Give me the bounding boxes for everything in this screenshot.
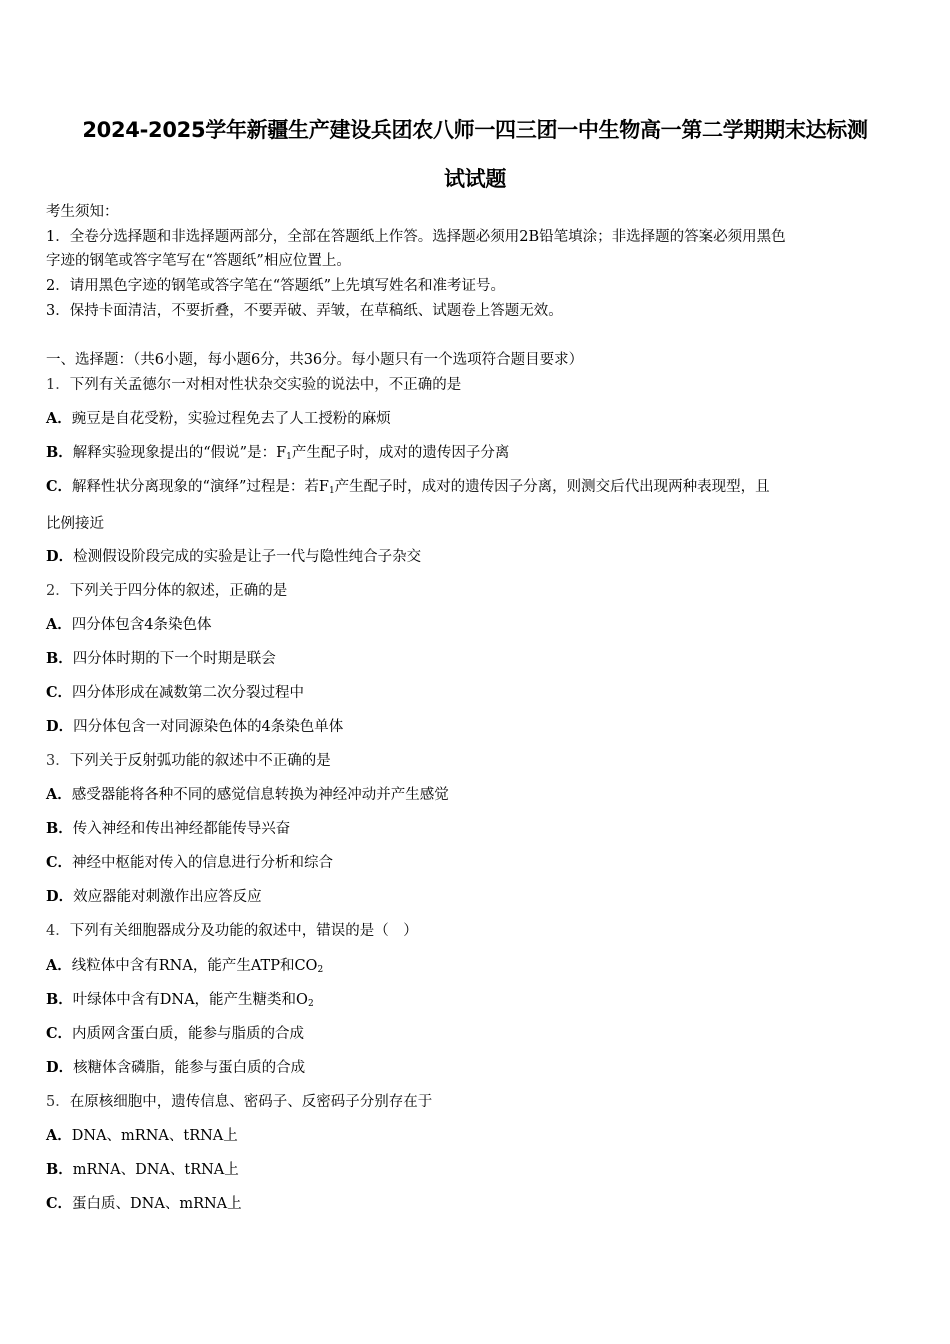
option-text: 核糖体含磷脂，能参与蛋白质的合成	[73, 1060, 306, 1076]
option-text-cont: 产生配子时，成对的遗传因子分离	[291, 445, 510, 461]
option-text: 四分体时期的下一个时期是联会	[72, 651, 276, 667]
question-3-stem	[46, 751, 906, 771]
notice-item-1: 1．全卷分选择题和非选择题两部分，全部在答题纸上作答。选择题必须用2B铅笔填涂；非选择题的答案必须用黑色	[46, 229, 786, 245]
question-1-stem	[46, 375, 906, 395]
question-2-stem	[46, 581, 906, 601]
subscript: 2	[307, 999, 314, 1009]
option-text: DNA、mRNA、tRNA上	[71, 1128, 238, 1144]
option-text: 线粒体中含有RNA，能产生ATP和CO	[71, 958, 318, 974]
question-text: 下列有关细胞器成分及功能的叙述中，错误的是（ ）	[69, 923, 418, 939]
notice-heading: 考生须知：	[46, 204, 119, 220]
notice-item-3: 3．保持卡面清洁，不要折叠，不要弄破、弄皱，在草稿纸、试题卷上答题无效。	[46, 303, 563, 319]
exam-title-line2: 试试题	[443, 167, 507, 191]
option-label: C．	[46, 478, 73, 495]
question-4-option-c	[46, 1024, 906, 1044]
question-text: 下列关于反射弧功能的叙述中不正确的是	[69, 753, 331, 769]
question-text: 下列关于四分体的叙述，正确的是	[69, 583, 288, 599]
question-4-option-d	[46, 1058, 906, 1078]
option-text: 解释性状分离现象的“演绎”过程是：若F	[72, 479, 329, 495]
option-label: D．	[46, 718, 74, 735]
option-text: 神经中枢能对传入的信息进行分析和综合	[72, 855, 334, 871]
question-number: 2．	[46, 583, 70, 599]
question-1-option-b	[46, 443, 906, 467]
option-text-cont: 产生配子时，成对的遗传因子分离，则测交后代出现两种表现型，且	[334, 479, 770, 495]
question-number: 1．	[46, 377, 70, 393]
option-label: D．	[46, 888, 74, 905]
option-text: 蛋白质、DNA、mRNA上	[72, 1196, 242, 1212]
question-1-option-d	[46, 547, 906, 567]
question-2-option-d	[46, 717, 906, 737]
subscript: 1	[286, 452, 292, 462]
question-3-option-d	[46, 887, 906, 907]
option-label: B．	[46, 444, 73, 461]
option-text: 豌豆是自花受粉，实验过程免去了人工授粉的麻烦	[71, 411, 391, 427]
option-label: C．	[46, 854, 73, 871]
section-heading: 一、选择题：（共6小题，每小题6分，共36分。每小题只有一个选项符合题目要求）	[46, 352, 584, 368]
option-text: 传入神经和传出神经都能传导兴奋	[72, 821, 291, 837]
option-text: 四分体包含一对同源染色体的4条染色单体	[73, 719, 344, 735]
question-5-option-c	[46, 1194, 906, 1214]
option-text: mRNA、DNA、tRNA上	[72, 1162, 239, 1178]
question-1-option-c-cont: 比例接近	[46, 516, 104, 532]
option-label: A．	[46, 410, 72, 427]
question-1-option-a	[46, 409, 906, 429]
question-text: 下列有关孟德尔一对相对性状杂交实验的说法中，不正确的是	[69, 377, 462, 393]
question-3-option-a	[46, 785, 906, 805]
option-label: A．	[46, 616, 72, 633]
question-number: 5．	[46, 1094, 70, 1110]
notice-item-2: 2．请用黑色字迹的钢笔或答字笔在“答题纸”上先填写姓名和准考证号。	[46, 278, 506, 294]
exam-title-line1: 2024-2025学年新疆生产建设兵团农八师一四三团一中生物高一第二学期期末达标测	[82, 118, 868, 142]
question-5-option-a	[46, 1126, 906, 1146]
question-3-option-c	[46, 853, 906, 873]
option-label: B．	[46, 650, 73, 667]
question-4-option-b	[46, 990, 906, 1014]
option-label: A．	[46, 786, 72, 803]
option-label: C．	[46, 1025, 73, 1042]
subscript: 2	[317, 965, 324, 975]
option-text: 四分体包含4条染色体	[71, 617, 212, 633]
option-text: 内质网含蛋白质，能参与脂质的合成	[72, 1026, 305, 1042]
question-2-option-c	[46, 683, 906, 703]
option-label: C．	[46, 684, 73, 701]
option-text: 叶绿体中含有DNA，能产生糖类和O	[72, 992, 308, 1008]
question-text: 在原核细胞中，遗传信息、密码子、反密码子分别存在于	[69, 1094, 433, 1110]
option-label: B．	[46, 991, 73, 1008]
option-text: 效应器能对刺激作出应答反应	[73, 889, 262, 905]
notice-item-1-cont: 字迹的钢笔或答字笔写在“答题纸”相应位置上。	[46, 253, 351, 269]
question-number: 3．	[46, 753, 70, 769]
question-5-option-b	[46, 1160, 906, 1180]
option-label: B．	[46, 1161, 73, 1178]
option-label: B．	[46, 820, 73, 837]
option-label: D．	[46, 548, 74, 565]
option-label: A．	[46, 1127, 72, 1144]
question-number: 4．	[46, 923, 70, 939]
option-label: C．	[46, 1195, 73, 1212]
question-5-stem	[46, 1092, 906, 1112]
question-3-option-b	[46, 819, 906, 839]
question-1-option-c	[46, 477, 906, 501]
option-text: 解释实验现象提出的“假说”是：F	[72, 445, 287, 461]
question-4-option-a	[46, 956, 906, 980]
option-text: 四分体形成在减数第二次分裂过程中	[72, 685, 305, 701]
question-2-option-a	[46, 615, 906, 635]
question-2-option-b	[46, 649, 906, 669]
option-text: 感受器能将各种不同的感觉信息转换为神经冲动并产生感觉	[71, 787, 449, 803]
subscript: 1	[328, 486, 335, 496]
option-label: A．	[46, 957, 72, 974]
option-text: 检测假设阶段完成的实验是让子一代与隐性纯合子杂交	[73, 549, 422, 565]
question-4-stem	[46, 921, 906, 941]
option-label: D．	[46, 1059, 74, 1076]
